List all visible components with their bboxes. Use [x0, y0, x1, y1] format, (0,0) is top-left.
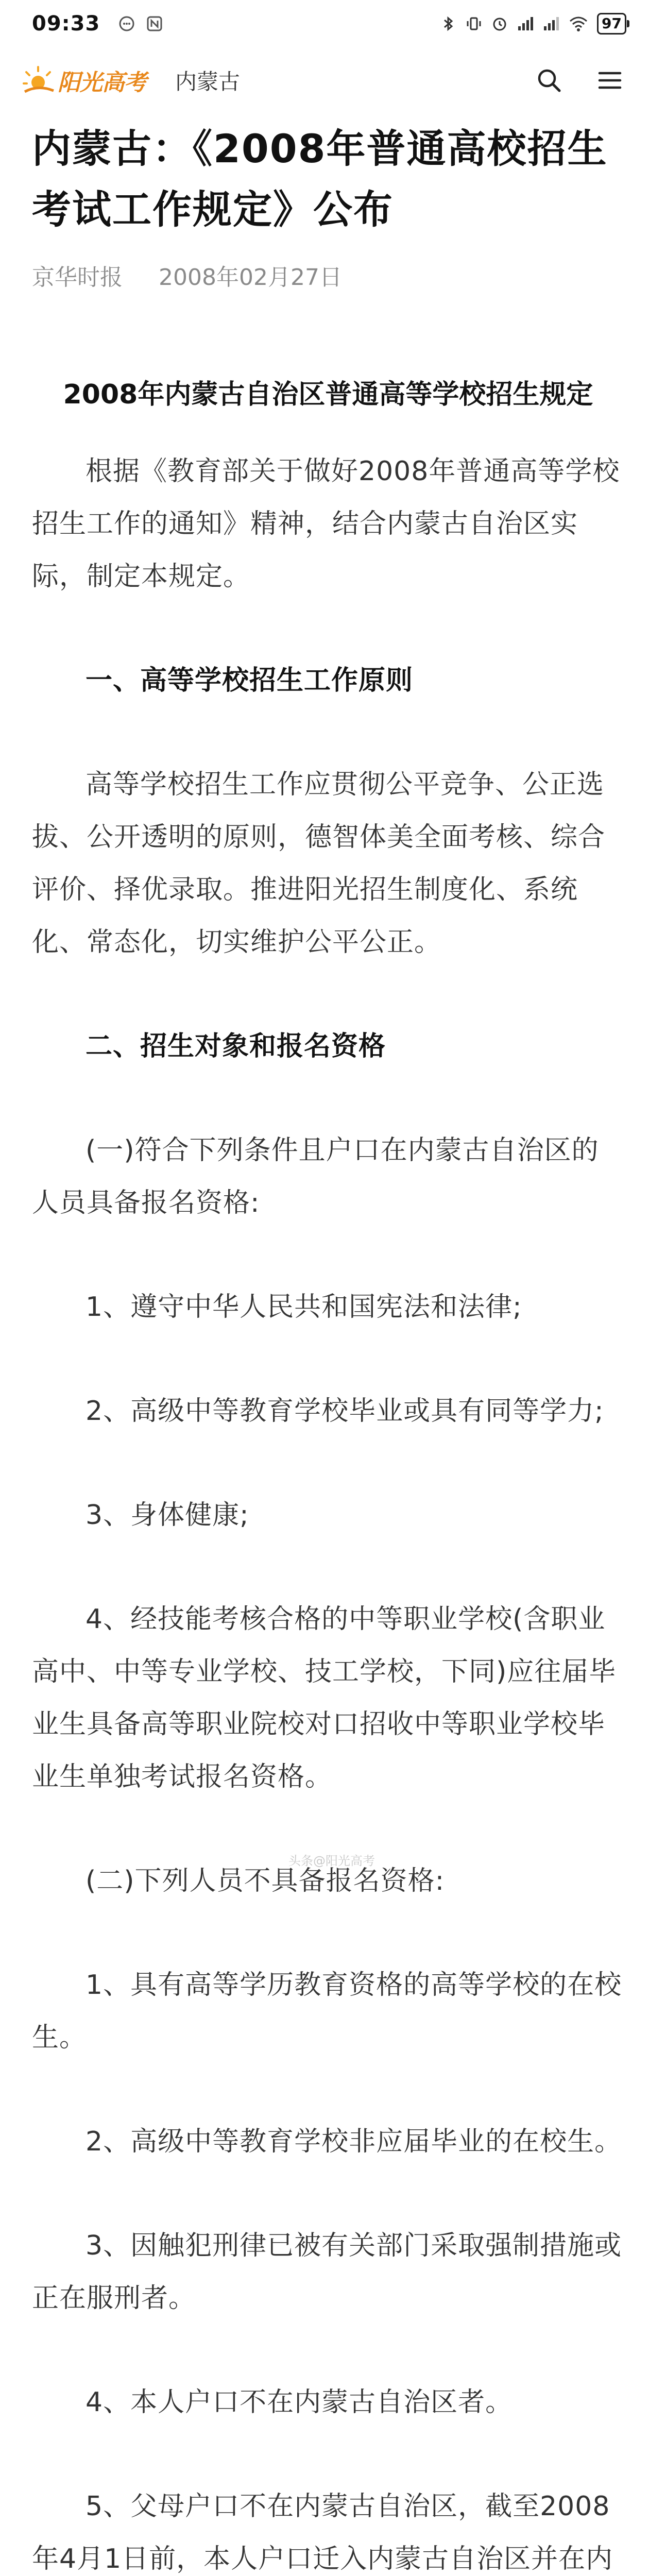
wifi-icon [568, 15, 589, 32]
paragraph: 1、具有高等学历教育资格的高等学校的在校生。 [32, 1970, 622, 2053]
alarm-icon [491, 15, 508, 32]
article [32, 118, 624, 2576]
article-source: 京华时报 [32, 264, 123, 291]
paragraph: (一)符合下列条件且户口在内蒙古自治区的人员具备报名资格: [32, 1135, 599, 1218]
paragraph: 3、因触犯刑律已被有关部门采取强制措施或正在服刑者。 [32, 2230, 622, 2314]
paragraph: 2、高级中等教育学校毕业或具有同等学力; [86, 1396, 604, 1427]
chat-icon [117, 14, 136, 33]
paragraph: 4、经技能考核合格的中等职业学校(含职业高中、中等专业学校、技工学校，下同)应往届毕业生具备高等职业院校对口招收中等职业学校毕业生单独考试报名资格。 [32, 1604, 617, 1792]
hamburger-menu-icon [596, 67, 623, 94]
channel-label[interactable]: 内蒙古 [175, 69, 241, 94]
logo-text: 阳光高考 [58, 70, 146, 96]
signal-2-icon [542, 15, 560, 32]
status-time: 09:33 [32, 12, 100, 36]
notification-icons [117, 14, 164, 33]
paragraph: 2、高级中等教育学校非应届毕业的在校生。 [86, 2126, 622, 2157]
paragraph: 5、父母户口不在内蒙古自治区，截至2008年4月1日前，本人户口迁入内蒙古自治区并在内 [32, 2491, 613, 2574]
paragraph: 4、本人户口不在内蒙古自治区者。 [86, 2387, 513, 2418]
section-heading: 二、招生对象和报名资格 [86, 1031, 386, 1062]
paragraph: 3、身体健康; [86, 1500, 249, 1531]
watermark-text: 头条@阳光高考 [288, 1854, 375, 1868]
menu-button[interactable] [594, 65, 625, 96]
article-date: 2008年02月27日 [159, 264, 342, 291]
status-bar [0, 0, 649, 47]
header-actions [534, 65, 625, 96]
app-logo[interactable] [23, 60, 146, 101]
paragraph: 1、遵守中华人民共和国宪法和法律; [86, 1292, 522, 1323]
article-title: 内蒙古：《2008年普通高校招生考试工作规定》公布 [32, 126, 608, 232]
document-title: 2008年内蒙古自治区普通高等学校招生规定 [63, 379, 593, 410]
section-heading: 一、高等学校招生工作原则 [86, 665, 414, 696]
app-header [0, 47, 649, 113]
paragraph: 根据《教育部关于做好2008年普通高等学校招生工作的通知》精神，结合内蒙古自治区实际，制定本规定。 [32, 456, 620, 592]
signal-icon [517, 15, 534, 32]
search-button[interactable] [534, 65, 565, 96]
sun-logo-icon [23, 64, 56, 97]
article-body [32, 445, 624, 2576]
search-icon [536, 67, 562, 94]
status-right [439, 13, 626, 35]
paragraph: 高等学校招生工作应贯彻公平竞争、公正选拔、公开透明的原则，德智体美全面考核、综合评价、择优录取。推进阳光招生制度化、系统化、常态化，切实维护公平公正。 [32, 769, 606, 958]
vibrate-icon [465, 15, 483, 32]
status-left [32, 12, 164, 36]
watermark [288, 1851, 375, 1869]
nfc-icon [145, 14, 164, 33]
paragraph: (二)下列人员不具备报名资格: [86, 1866, 445, 1896]
bluetooth-icon [439, 15, 457, 32]
battery-indicator: 97 [597, 13, 626, 35]
article-meta [32, 259, 624, 292]
